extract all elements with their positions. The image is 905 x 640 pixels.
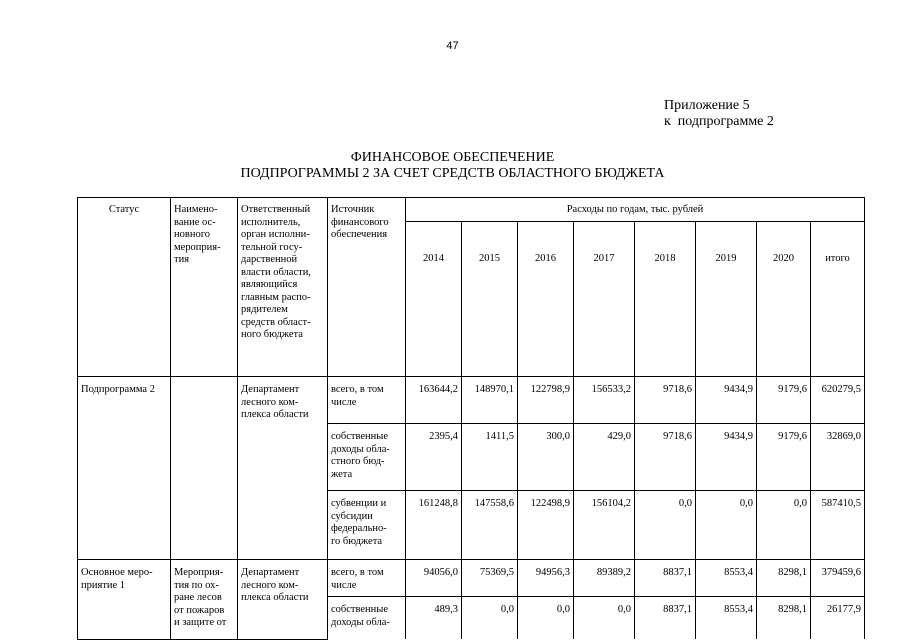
value-cell: 94956,3 [518,560,574,597]
table-row [78,560,865,597]
row-funding-source: субвенции и субсидии федерально- го бюджета [328,491,406,560]
value-cell: 163644,2 [406,377,462,424]
value-cell: 0,0 [757,491,811,560]
header-row [78,198,865,222]
row-funding-source: всего, в том числе [328,560,406,597]
value-cell: 9434,9 [696,377,757,424]
value-cell: 156533,2 [574,377,635,424]
row-executor: Департамент лесного ком- плекса области [238,377,328,560]
header-expenses-by-year: Расходы по годам, тыс. рублей [406,198,865,222]
value-cell: 429,0 [574,424,635,491]
value-cell: 75369,5 [462,560,518,597]
header-year: 2017 [574,222,635,377]
value-cell: 161248,8 [406,491,462,560]
value-cell: 156104,2 [574,491,635,560]
header-year: 2020 [757,222,811,377]
value-cell: 0,0 [635,491,696,560]
value-cell: 9179,6 [757,377,811,424]
financing-table [77,197,865,640]
value-cell: 300,0 [518,424,574,491]
header-year: 2016 [518,222,574,377]
page-number: 47 [446,40,459,52]
value-cell: 2395,4 [406,424,462,491]
value-cell: 94056,0 [406,560,462,597]
appendix-line-1: Приложение 5 [664,98,750,113]
value-cell: 8298,1 [757,560,811,597]
header-year: итого [811,222,865,377]
row-funding-source: собственные доходы обла- [328,597,406,640]
header-year: 2019 [696,222,757,377]
row-status: Подпрограмма 2 [78,377,171,560]
value-cell: 32869,0 [811,424,865,491]
value-cell: 147558,6 [462,491,518,560]
value-cell: 0,0 [696,491,757,560]
value-cell: 0,0 [462,597,518,640]
value-cell: 620279,5 [811,377,865,424]
header-year: 2018 [635,222,696,377]
value-cell: 122798,9 [518,377,574,424]
row-measure-name [171,377,238,560]
value-cell: 122498,9 [518,491,574,560]
value-cell: 9718,6 [635,424,696,491]
row-status: Основное меро- приятие 1 [78,560,171,640]
value-cell: 0,0 [518,597,574,640]
header-funding-source: Источник финансового обеспечения [328,198,406,377]
value-cell: 9434,9 [696,424,757,491]
table-row [78,377,865,424]
value-cell: 26177,9 [811,597,865,640]
header-measure-name: Наимено- вание ос- новного мероприя- тия [171,198,238,377]
title-line-2: ПОДПРОГРАММЫ 2 ЗА СЧЕТ СРЕДСТВ ОБЛАСТНОГО БЮДЖЕТА [240,166,665,181]
value-cell: 8837,1 [635,597,696,640]
value-cell: 0,0 [574,597,635,640]
row-funding-source: всего, в том числе [328,377,406,424]
value-cell: 8553,4 [696,597,757,640]
value-cell: 8298,1 [757,597,811,640]
header-year: 2014 [406,222,462,377]
value-cell: 379459,6 [811,560,865,597]
appendix-line-2: к подпрограмме 2 [664,114,774,129]
value-cell: 148970,1 [462,377,518,424]
row-funding-source: собственные доходы обла- стного бюд- жета [328,424,406,491]
value-cell: 1411,5 [462,424,518,491]
row-executor: Департамент лесного ком- плекса области [238,560,328,640]
value-cell: 89389,2 [574,560,635,597]
value-cell: 9179,6 [757,424,811,491]
row-measure-name: Мероприя- тия по ох- ране лесов от пожаров и защите от [171,560,238,640]
document-title [0,150,905,182]
value-cell: 8553,4 [696,560,757,597]
header-year: 2015 [462,222,518,377]
value-cell: 8837,1 [635,560,696,597]
header-executor: Ответственный исполнитель, орган исполни- тельной госу- дарственной власти области, являющийся главным распо- рядителем средств област- ного бюджета [238,198,328,377]
title-line-1: ФИНАНСОВОЕ ОБЕСПЕЧЕНИЕ [350,150,555,165]
header-status: Статус [78,198,171,377]
value-cell: 9718,6 [635,377,696,424]
value-cell: 587410,5 [811,491,865,560]
appendix-reference [664,98,774,130]
value-cell: 489,3 [406,597,462,640]
